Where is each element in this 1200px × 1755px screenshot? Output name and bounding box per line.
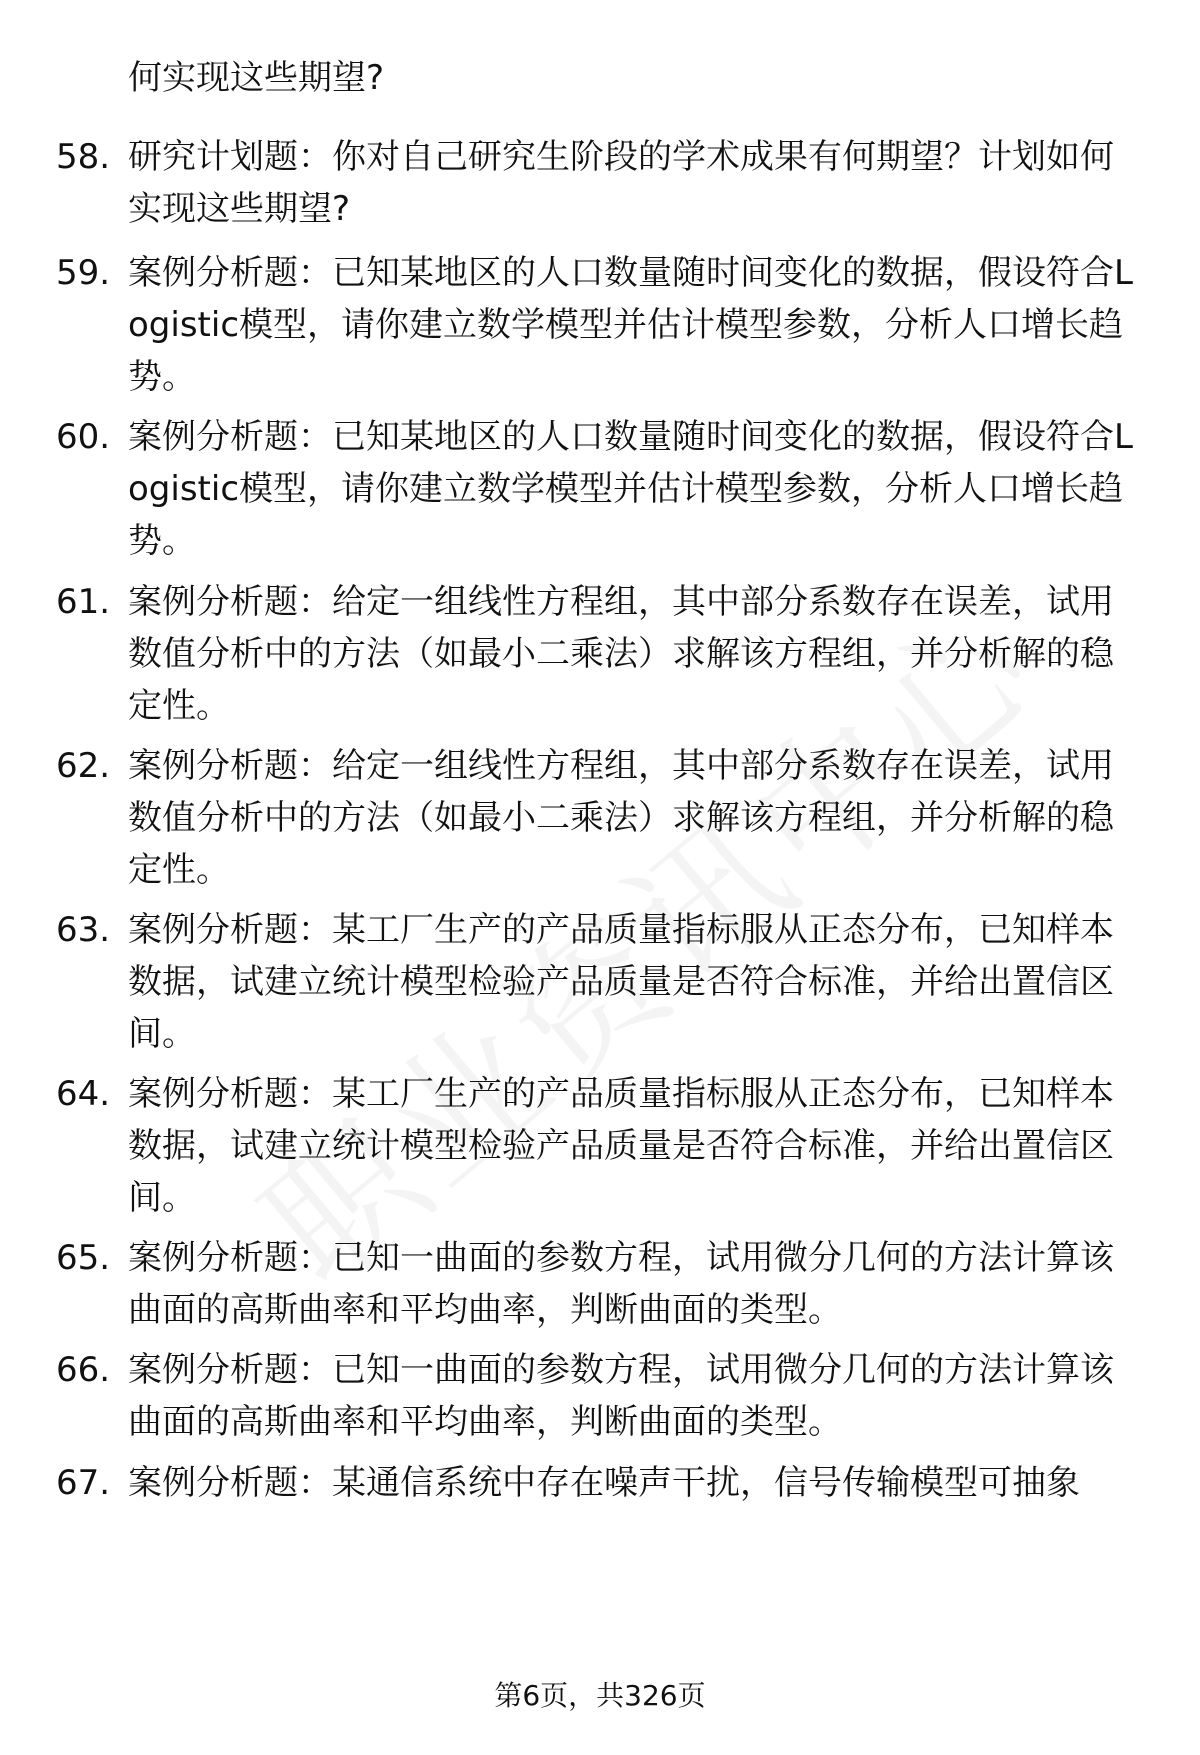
- item-text: 案例分析题：给定一组线性方程组，其中部分系数存在误差，试用数值分析中的方法（如最小二乘法）求解该方程组，并分析解的稳定性。: [128, 582, 1114, 726]
- item-number: 59.: [56, 253, 111, 293]
- item-number: 62.: [56, 746, 111, 786]
- page-footer: 第6页，共326页: [494, 1679, 706, 1712]
- item-text: 案例分析题：已知一曲面的参数方程，试用微分几何的方法计算该曲面的高斯曲率和平均曲率，判断曲面的类型。: [128, 1350, 1114, 1442]
- item-text: 案例分析题：已知某地区的人口数量随时间变化的数据，假设符合Logistic模型，请你建立数学模型并估计模型参数，分析人口增长趋势。: [128, 253, 1133, 397]
- item-number: 63.: [56, 910, 111, 950]
- carryover-text: 何实现这些期望?: [128, 58, 385, 98]
- item-number: 60.: [56, 417, 111, 457]
- item-number: 64.: [56, 1074, 111, 1114]
- item-number: 61.: [56, 582, 111, 622]
- item-text: 案例分析题：某工厂生产的产品质量指标服从正态分布，已知样本数据，试建立统计模型检验产品质量是否符合标准，并给出置信区间。: [128, 1074, 1114, 1218]
- item-text: 案例分析题：已知某地区的人口数量随时间变化的数据，假设符合Logistic模型，请你建立数学模型并估计模型参数，分析人口增长趋势。: [128, 417, 1133, 561]
- item-text: 案例分析题：某通信系统中存在噪声干扰，信号传输模型可抽象: [128, 1463, 1080, 1503]
- item-number: 66.: [56, 1350, 111, 1390]
- item-number: 58.: [56, 137, 111, 177]
- item-number: 67.: [56, 1463, 111, 1503]
- item-text: 案例分析题：已知一曲面的参数方程，试用微分几何的方法计算该曲面的高斯曲率和平均曲率，判断曲面的类型。: [128, 1238, 1114, 1330]
- item-number: 65.: [56, 1238, 111, 1278]
- item-text: 研究计划题：你对自己研究生阶段的学术成果有何期望？计划如何实现这些期望?: [128, 137, 1114, 229]
- item-text: 案例分析题：给定一组线性方程组，其中部分系数存在误差，试用数值分析中的方法（如最小二乘法）求解该方程组，并分析解的稳定性。: [128, 746, 1114, 890]
- item-text: 案例分析题：某工厂生产的产品质量指标服从正态分布，已知样本数据，试建立统计模型检验产品质量是否符合标准，并给出置信区间。: [128, 910, 1114, 1054]
